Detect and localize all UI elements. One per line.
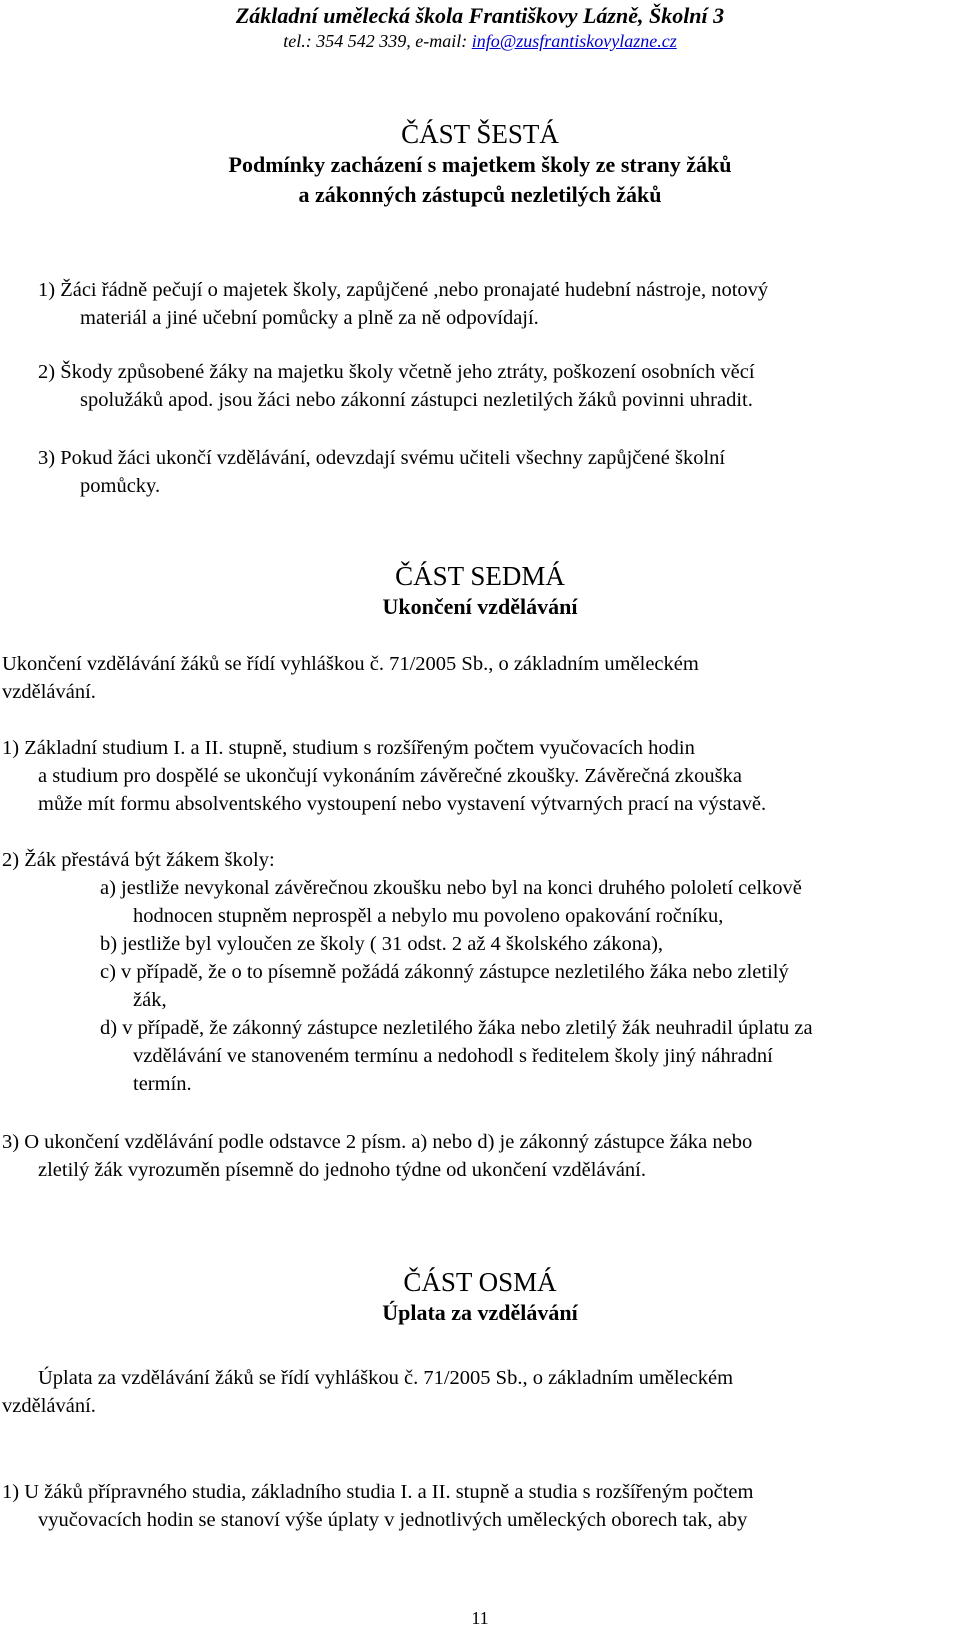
part7-item1 [2,734,950,818]
part7-item2-a-line2: hodnocen stupněm neprospěl a nebylo mu povoleno opakování ročníku, [133,905,724,927]
part6-item1 [38,276,950,332]
part7-title: ČÁST SEDMÁ [395,561,565,591]
part7-intro [2,650,950,706]
part7-heading [0,560,960,622]
part7-item2-d-line3: termín. [133,1073,192,1095]
contact-phone: tel.: 354 542 339, e-mail: [283,31,472,51]
part6-item1-line2: materiál a jiné učební pomůcky a plně za ně odpovídají. [80,307,539,329]
part8-intro [2,1364,950,1420]
part7-item1-line2: a studium pro dospělé se ukončují vykonáním závěrečné zkoušky. Závěrečná zkouška [38,765,742,787]
part7-item3-line2: zletilý žák vyrozuměn písemně do jednoho týdne od ukončení vzdělávání. [38,1159,646,1181]
part8-item1 [2,1478,960,1534]
part8-subtitle: Úplata za vzdělávání [382,1300,578,1325]
part6-item1-line1: 1) Žáci řádně pečují o majetek školy, zapůjčené ,nebo pronajaté hudební nástroje, notový [38,279,769,301]
part8-heading [0,1266,960,1328]
part6-item2-line1: 2) Škody způsobené žáky na majetku školy včetně jeho ztráty, poškození osobních věcí [38,361,755,383]
part7-item2-c-line2: žák, [133,989,167,1011]
part7-item2-d-line2: vzdělávání ve stanoveném termínu a nedohodl s ředitelem školy jiný náhradní [133,1045,773,1067]
page-number: 11 [471,1608,489,1628]
part7-item3-line1: 3) O ukončení vzdělávání podle odstavce 2 písm. a) nebo d) je zákonný zástupce žáka nebo [2,1131,753,1153]
email-link[interactable]: info@zusfrantiskovylazne.cz [471,31,677,51]
part7-item2-d-line1: d) v případě, že zákonný zástupce nezletilého žáka nebo zletilý žák neuhradil úplatu za [100,1017,813,1039]
part7-item2 [2,846,960,1098]
part7-item2-head: 2) Žák přestává být žákem školy: [2,849,275,871]
school-name: Základní umělecká škola Františkovy Lázně, Školní 3 [235,3,725,28]
part7-intro-line1: Ukončení vzdělávání žáků se řídí vyhláškou č. 71/2005 Sb., o základním uměleckém [2,653,699,675]
contact-line [0,30,960,52]
part8-intro-line2: vzdělávání. [2,1395,96,1417]
part6-heading [0,118,960,210]
part6-subtitle-line1: Podmínky zacházení s majetkem školy ze strany žáků [228,152,732,177]
part7-intro-line2: vzdělávání. [2,681,96,703]
part7-item2-b: b) jestliže byl vyloučen ze školy ( 31 odst. 2 až 4 školského zákona), [100,933,664,955]
part8-item1-line2: vyučovacích hodin se stanoví výše úplaty v jednotlivých uměleckých oborech tak, aby [38,1509,748,1531]
part8-item1-line1: 1) U žáků přípravného studia, základního studia I. a II. stupně a studia s rozšířeným počtem [2,1481,754,1503]
part7-item3 [2,1128,950,1184]
part6-item3-line1: 3) Pokud žáci ukončí vzdělávání, odevzdají svému učiteli všechny zapůjčené školní [38,447,726,469]
part8-intro-line1: Úplata za vzdělávání žáků se řídí vyhláškou č. 71/2005 Sb., o základním uměleckém [38,1367,734,1389]
part6-item3 [38,444,950,500]
part6-item2-line2: spolužáků apod. jsou žáci nebo zákonní zástupci nezletilých žáků povinni uhradit. [80,389,753,411]
part7-item2-c-line1: c) v případě, že o to písemně požádá zákonný zástupce nezletilého žáka nebo zletilý [100,961,789,983]
letterhead [0,2,960,52]
part7-item1-line1: 1) Základní studium I. a II. stupně, studium s rozšířeným počtem vyučovacích hodin [2,737,695,759]
part6-title: ČÁST ŠESTÁ [401,119,559,149]
part6-subtitle-line2: a zákonných zástupců nezletilých žáků [298,182,662,207]
part6-item2 [38,358,950,414]
part7-subtitle: Ukončení vzdělávání [382,594,578,619]
part7-item1-line3: může mít formu absolventského vystoupení nebo vystavení výtvarných prací na výstavě. [38,793,767,815]
part7-item2-a-line1: a) jestliže nevykonal závěrečnou zkoušku nebo byl na konci druhého pololetí celkově [100,877,802,899]
part6-item3-line2: pomůcky. [80,475,161,497]
part8-title: ČÁST OSMÁ [403,1267,557,1297]
